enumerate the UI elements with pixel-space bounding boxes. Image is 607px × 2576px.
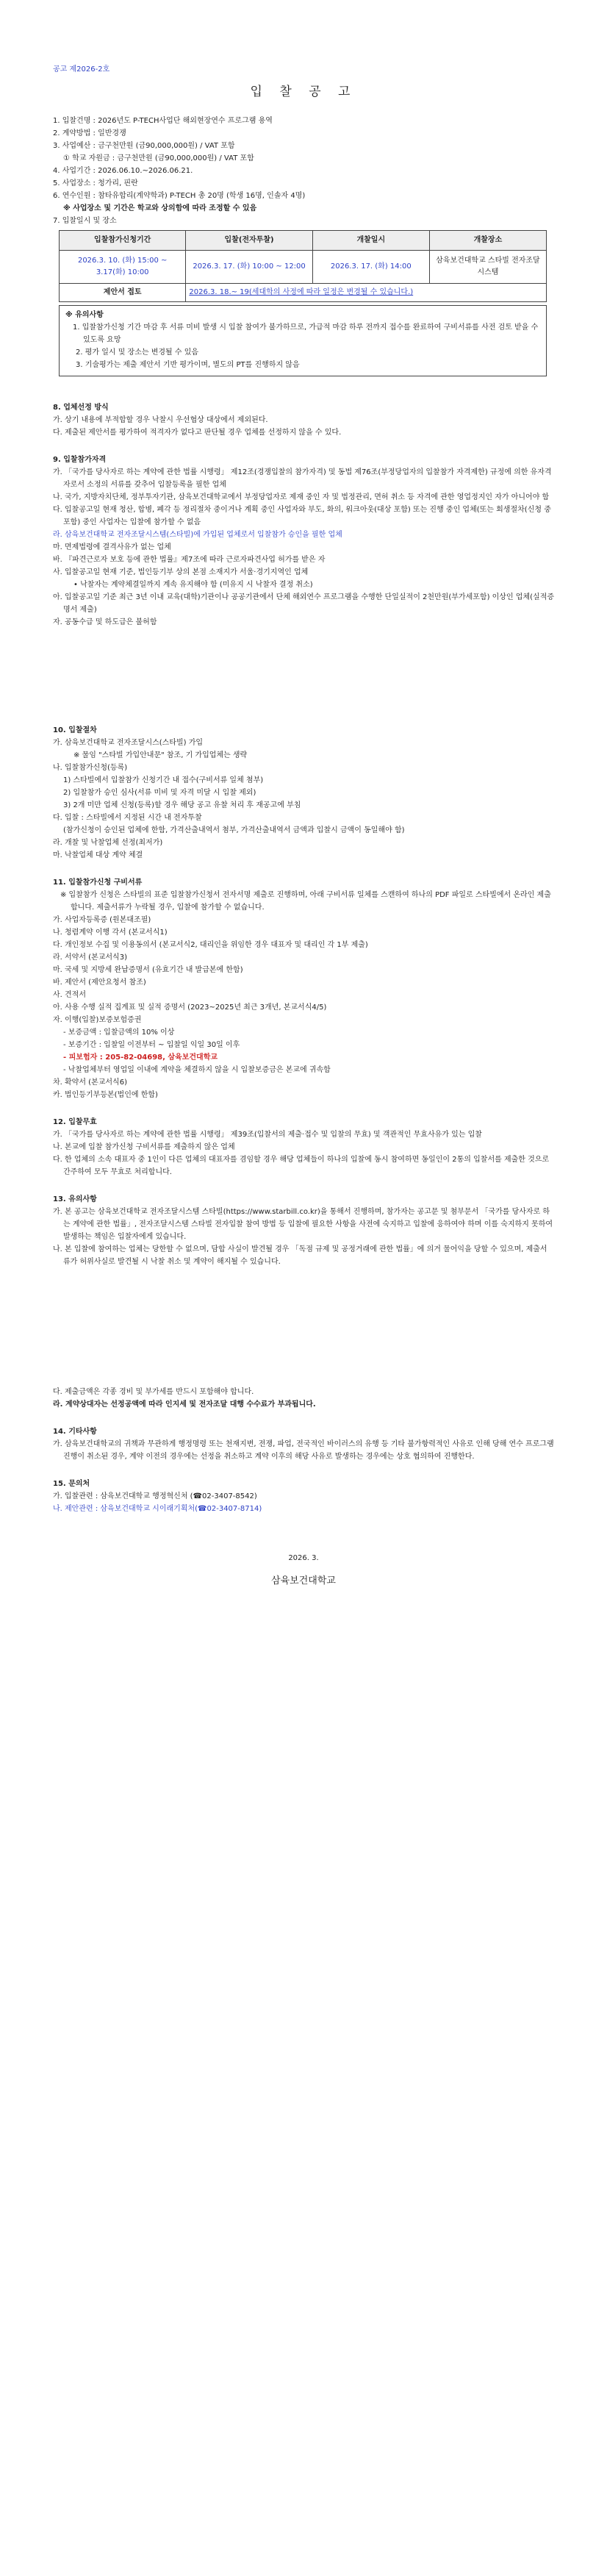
section-12	[53, 1116, 554, 1178]
section-item: 차. 확약서 (본교서식6)	[53, 1078, 127, 1087]
section-8	[53, 401, 554, 439]
section-subitem: • 낙찰자는 계약체결일까지 계속 유지해야 함 (미유지 시 낙찰자 결정 취소)	[73, 581, 313, 589]
schedule-cell-open-place: 삼육보건대학교 스타빌 전자조달시스템	[429, 251, 546, 284]
notes-item: 2. 평가 일시 및 장소는 변경될 수 있음	[76, 348, 199, 357]
section-item: 다. 개인정보 수집 및 이용동의서 (본교서식2, 대리인을 위임한 경우 대표자 및 대리인 각 1부 제출)	[53, 941, 368, 949]
schedule-header-row	[60, 231, 547, 251]
contact-bid: 가. 입찰관련 : 삼육보건대학교 행정혁신처 (☎02-3407-8542)	[53, 1492, 257, 1500]
section-title: 12. 입찰무효	[53, 1118, 97, 1126]
section-item: 자. 이행(입찰)보증보험증권	[53, 1016, 142, 1024]
notes-box	[59, 305, 547, 376]
section-item: 가. 상기 내용에 부적합할 경우 낙찰시 우선협상 대상에서 제외된다.	[53, 416, 268, 424]
section-item: 가. 삼육보건대학교의 귀책과 무관하게 행정명령 또는 천재지변, 전쟁, 파업, 전국적인 바이러스의 유행 등 기타 불가항력적인 사유로 인해 당해 연수 프로그램 진행이 취소된 경우, 계약 이전의 경우에는 선정을 취소하고 계약 이후의 해당 사유로 발생하는 경우에는 상호 협의하여 진행한다.	[53, 1440, 554, 1461]
overview-item: 4. 사업기간 : 2026.06.10.~2026.06.21.	[53, 167, 193, 175]
schedule-proposal-row	[60, 284, 547, 302]
overview-item: 5. 사업장소 : 청가리, 핀란	[53, 179, 138, 187]
section-item: 가. 「국가를 당사자로 하는 계약에 관한 법률 시행령」 제39조(입찰서의 제출·접수 및 입찰의 무효) 및 객관적인 무효사유가 있는 입찰	[53, 1131, 482, 1139]
notice-document	[53, 63, 554, 1587]
section-item: 가. 삼육보건대학교 전자조달시스(스타빌) 가입	[53, 739, 204, 747]
notes-item: 1. 입찰참가신청 기간 마감 후 서류 미비 발생 시 입찰 참여가 불가하므로, 가급적 마감 하루 전까지 접수를 완료하여 구비서류를 사전 검토 받을 수 있도록 요망	[73, 323, 539, 344]
section-subitem: - 보증금액 : 입찰금액의 10% 이상	[63, 1028, 175, 1037]
section-title: 13. 유의사항	[53, 1195, 97, 1203]
schedule-header-cell: 개찰장소	[429, 231, 546, 251]
section-subitem: - 보증기간 : 입찰일 이전부터 ~ 입찰일 익일 30일 이후	[63, 1041, 240, 1049]
section-title: 9. 입찰참가자격	[53, 456, 107, 464]
section-item-highlight: 라. 삼육보건대학교 전자조달시스템(스타빌)에 가입된 업체로서 입찰참가 승인을 필한 업체	[53, 531, 342, 539]
overview-subitem: ① 학교 자원금 : 금구천만원 (금90,000,000원) / VAT 포함	[63, 154, 254, 162]
overview-item: 2. 계약방법 : 일반경쟁	[53, 129, 126, 137]
section-13-cont	[53, 1386, 554, 1411]
schedule-cell-open-time: 2026.3. 17. (화) 14:00	[312, 251, 429, 284]
section-item: 나. 입찰참가신청(등록)	[53, 764, 128, 772]
section-title: 15. 문의처	[53, 1480, 90, 1488]
schedule-header-cell: 입찰참가신청기간	[60, 231, 186, 251]
section-subitem: ※ 물임 "스타빌 가입안내문" 참조, 기 가입업체는 생략	[73, 751, 248, 759]
section-item: 다. 입찰공고일 현재 청산, 합병, 폐각 등 정리절차 중이거나 계획 중인 사업자와 부도, 화의, 워크아웃(대상 포함) 또는 진행 중인 업체(또는 회생절차(신청 중 포함) 중인 사업자는 입찰에 참가할 수 없음	[53, 506, 551, 526]
schedule-header-cell: 입찰(전자투찰)	[186, 231, 312, 251]
section-title: 8. 업체선정 방식	[53, 404, 109, 412]
page-title: 입 찰 공 고	[250, 85, 357, 99]
section-item: 가. 「국가를 당사자로 하는 계약에 관한 법률 시행령」 제12조(경쟁입찰의 참가자격) 및 동법 제76조(부정당업자의 입찰참가 자격제한) 규정에 의한 유자격자로서 소정의 서류를 갖추어 입찰등록을 필한 업체	[53, 468, 552, 489]
schedule-row	[60, 251, 547, 284]
section-10	[53, 724, 554, 862]
overview-item: 6. 연수인원 : 참타유합리(계약학과) P-TECH 총 20명 (학생 16명, 인솔자 4명)	[53, 192, 306, 200]
notice-date: 2026. 3.	[288, 1554, 319, 1562]
schedule-table	[59, 230, 547, 302]
section-item: 마. 국세 및 지방세 완납증명서 (유효기간 내 발급본에 한함)	[53, 966, 243, 974]
section-item: 사. 입찰공고일 현재 기준, 법인등기부 상의 본점 소재지가 서울·경기지역인 업체	[53, 568, 309, 576]
notice-number: 공고 제2026-2호	[53, 65, 110, 74]
section-item: 사. 견적서	[53, 991, 86, 999]
section-item: 마. 면제법령에 결격사유가 없는 업체	[53, 543, 171, 551]
section-item: 가. 사업자등록증 (원본대조필)	[53, 916, 151, 924]
issuing-org: 삼육보건대학교	[271, 1575, 336, 1586]
section-title: 11. 입찰참가신청 구비서류	[53, 879, 143, 887]
section-subitem: 3) 2개 미만 업체 신청(등록)할 경우 해당 공고 유찰 처리 후 재공고에 부침	[63, 801, 301, 809]
section-subitem: 2) 입찰참가 승인 심사(서류 미비 및 자격 미달 시 입찰 제외)	[63, 789, 256, 797]
proposal-value: 2026.3. 18.~ 19(세대학의 사정에 따라 일정은 변경될 수 있습니다.)	[186, 284, 547, 302]
section-item: 나. 국가, 지방자치단체, 정부투자기관, 삼육보건대학교에서 부정당업자로 제재 중인 자 및 법정관리, 면허 취소 등 자격에 관한 영업정지인 자가 아니어야 함	[53, 493, 550, 501]
notes-item: 3. 기술평가는 제출 제안서 기반 평가이며, 별도의 PT를 진행하지 않음	[76, 361, 300, 369]
section-subitem: (참가신청이 승인된 업체에 한함, 가격산출내역서 첨부, 가격산출내역서 금액과 입찰시 금액이 동일해야 함)	[63, 826, 405, 834]
schedule-cell-apply-period: 2026.3. 10. (화) 15:00 ~ 3.17(화) 10:00	[60, 251, 186, 284]
section-subitem-insured: - 피보험자 : 205-82-04698, 삼육보건대학교	[63, 1053, 218, 1062]
section-item: 다. 한 업체의 소속 대표자 중 1인이 다른 업체의 대표자를 겸임할 경우 해당 업체들이 하나의 입찰에 동시 참여하면 동일인이 2통의 입찰서를 제출한 것으로 간주하여 모두 무효로 처리합니다.	[53, 1156, 550, 1176]
section-item: 라. 서약서 (본교서식3)	[53, 954, 127, 962]
section-item: 자. 공동수급 및 하도급은 불허함	[53, 618, 157, 626]
section-15	[53, 1478, 554, 1515]
overview-list	[53, 115, 554, 227]
section-item: 나. 본 입찰에 참여하는 업체는 당한할 수 없으며, 담합 사실이 발견될 경우 「독점 규제 및 공정거래에 관한 법률」에 의거 물어익을 당할 수 있으며, 제출서류가 허위사실로 발견될 시 낙찰 취소 및 계약이 해지될 수 있습니다.	[53, 1245, 547, 1266]
page-gap	[53, 1268, 554, 1386]
section-item: 다. 제출금액은 각종 경비 및 부가세를 반드시 포함해야 합니다.	[53, 1388, 254, 1396]
section-item: 가. 본 공고는 삼육보건대학교 전자조달시스템 스타빌(https://www.starbill.co.kr)을 통해서 진행하며, 참가자는 공고문 및 첨부문서 「국가를 당사자로 하는 계약에 관한 법률」, 전자조달시스템 스타빌 전자입찰 참여 방법 등 입찰에 필요한 사항을 사전에 숙지하고 입찰에 응하여야 하며 이를 숙지하지 못하여 발생하는 책임은 입찰자에게 있습니다.	[53, 1208, 553, 1241]
page-gap	[53, 629, 554, 709]
section-item: 바. 제안서 (제안요청서 참조)	[53, 978, 146, 987]
schedule-header-cell: 개찰일시	[312, 231, 429, 251]
section-title: 14. 기타사항	[53, 1428, 97, 1436]
section-9	[53, 454, 554, 629]
overview-item: 3. 사업예산 : 금구천만원 (금90,000,000원) / VAT 포함	[53, 142, 235, 150]
section-item: 라. 개찰 및 낙찰업체 선정(최저가)	[53, 839, 163, 847]
overview-note: ※ 사업장소 및 기간은 학교와 상의함에 따라 조정할 수 있음	[63, 204, 257, 212]
section-subitem: - 낙찰업체부터 영업일 이내에 계약을 체결하지 않을 시 입찰보증금은 본교에 귀속함	[63, 1066, 331, 1074]
section-item: 아. 입찰공고일 기준 최근 3년 이내 교육(대학)기관이나 공공기관에서 단체 해외연수 프로그램을 수행한 단일실적이 2천만원(부가세포함) 이상인 업체(실적증명서 제출)	[53, 593, 555, 614]
contact-proposal: 나. 제안관련 : 삼육보건대학교 시이래기획처(☎02-3407-8714)	[53, 1505, 262, 1513]
section-subitem: 1) 스타빌에서 입찰참가 신청기간 내 접수(구비서류 일체 첨부)	[63, 776, 264, 784]
overview-item: 1. 입찰건명 : 2026년도 P-TECH사업단 해외현장연수 프로그램 용역	[53, 117, 273, 125]
section-13	[53, 1193, 554, 1268]
overview-item: 7. 입찰일시 및 장소	[53, 217, 117, 225]
section-item: 나. 청렴계약 이행 각서 (본교서식1)	[53, 929, 168, 937]
section-item: 마. 낙찰업체 대상 계약 체결	[53, 851, 143, 859]
section-item: 다. 제출된 제안서를 평가하여 적격자가 없다고 판단될 경우 업체를 선정하지 않을 수 있다.	[53, 429, 342, 437]
section-item: 다. 입찰 : 스타빌에서 지정된 시간 내 전자투찰	[53, 814, 202, 822]
section-note: ※ 입찰참가 신청은 스타빌의 표준 입찰참가신청서 전자서명 제출로 진행하며, 아래 구비서류 일체를 스캔하여 하나의 PDF 파일로 스타빌에서 온라인 제출합니다. 제출서류가 누락될 경우, 입찰에 참가할 수 없습니다.	[60, 891, 551, 912]
proposal-label: 제안서 접토	[60, 284, 186, 302]
section-item: 아. 사용 수행 실적 집계표 및 실적 증명서 (2023~2025년 최근 3개년, 본교서식4/5)	[53, 1003, 327, 1012]
schedule-cell-bid-time: 2026.3. 17. (화) 10:00 ~ 12:00	[186, 251, 312, 284]
section-title: 10. 입찰절차	[53, 726, 97, 734]
notes-title: ※ 유의사항	[65, 311, 104, 319]
section-item: 바. 『파견근로자 보호 등에 관한 법률』제7조에 따라 근로자파견사업 허가를 받은 자	[53, 556, 326, 564]
section-item: 카. 법인등기부등본(법인에 한함)	[53, 1091, 158, 1099]
section-item: 나. 본교에 입찰 참가신청 구비서류를 제출하지 않은 업체	[53, 1143, 235, 1151]
section-14	[53, 1425, 554, 1463]
section-item-bold: 라. 계약상대자는 선정공액에 따라 인지세 및 전자조달 대행 수수료가 부과됩니다.	[53, 1400, 316, 1409]
section-11	[53, 876, 554, 1101]
